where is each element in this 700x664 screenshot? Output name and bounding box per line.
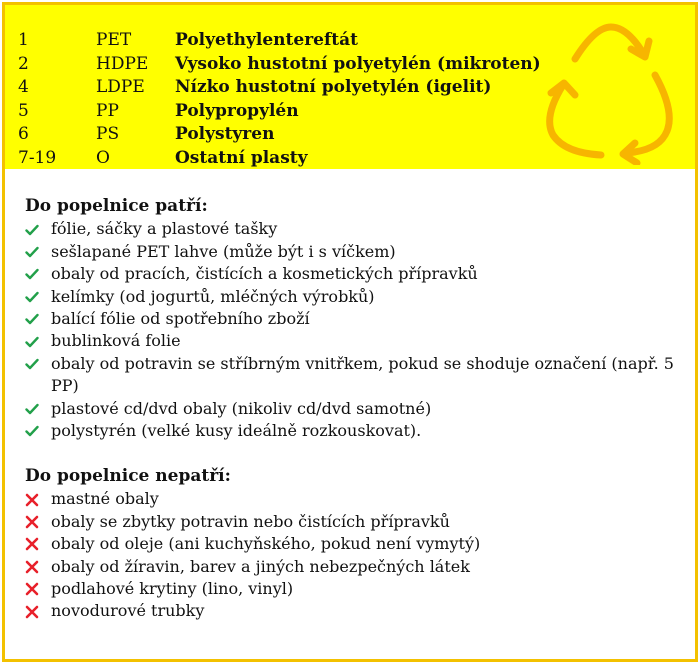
list-item-text: kelímky (od jogurtů, mléčných výrobků) [51, 286, 375, 306]
code-row [18, 100, 541, 124]
cross-icon [25, 578, 51, 600]
list-item [25, 556, 675, 578]
list-item-text: podlahové krytiny (lino, vinyl) [51, 579, 294, 599]
recycle-arrows-icon [535, 13, 687, 165]
plastic-codes-list [18, 29, 541, 170]
list-item [25, 263, 675, 285]
code-name: Polypropylén [175, 100, 299, 121]
list-item-text: balící fólie od spotřebního zboží [51, 309, 310, 329]
code-row [18, 76, 541, 100]
code-number: 1 [18, 30, 29, 50]
list-item [25, 330, 675, 352]
belongs-heading: Do popelnice patří: [25, 196, 208, 216]
list-item [25, 241, 675, 263]
code-abbr: PET [96, 30, 132, 50]
cross-icon [25, 511, 51, 533]
list-item [25, 600, 675, 622]
cross-icon [25, 488, 51, 510]
code-number: 6 [18, 124, 29, 144]
code-abbr: HDPE [96, 53, 149, 74]
list-item [25, 353, 675, 398]
cross-icon [25, 556, 51, 578]
list-item [25, 511, 675, 533]
list-item-text: polystyrén (velké kusy ideálně rozkouskovat). [51, 421, 422, 441]
list-item [25, 308, 675, 330]
cross-icon [25, 533, 51, 555]
list-item-text: obaly od oleje (ani kuchyňského, pokud není vymytý) [51, 534, 481, 554]
code-number: 7-19 [18, 147, 57, 168]
belongs-list [25, 218, 675, 442]
list-item-text: fólie, sáčky a plastové tašky [51, 219, 278, 239]
check-icon [25, 330, 51, 352]
check-icon [25, 308, 51, 330]
list-item [25, 286, 675, 308]
cross-icon [25, 600, 51, 622]
check-icon [25, 263, 51, 285]
code-name: Polyethylentereftát [175, 30, 359, 50]
not-belongs-section [25, 465, 675, 623]
list-item-text: obaly od potravin se stříbrným vnitřkem, pokud se shoduje označení (např. 5 PP) [51, 353, 674, 396]
code-number: 4 [18, 77, 29, 97]
list-item-text: plastové cd/dvd obaly (nikoliv cd/dvd samotné) [51, 398, 432, 418]
not-belongs-heading: Do popelnice nepatří: [25, 466, 231, 486]
check-icon [25, 398, 51, 420]
not-belongs-list [25, 488, 675, 622]
code-row [18, 147, 541, 171]
belongs-section [25, 195, 675, 442]
list-item-text: sešlapané PET lahve (může být i s víčkem) [51, 241, 396, 261]
code-row [18, 123, 541, 147]
list-item [25, 398, 675, 420]
code-name: Ostatní plasty [175, 147, 308, 168]
list-item-text: obaly od pracích, čistících a kosmetických přípravků [51, 264, 478, 284]
check-icon [25, 353, 51, 375]
check-icon [25, 218, 51, 240]
list-item [25, 578, 675, 600]
code-row [18, 29, 541, 53]
code-row [18, 53, 541, 77]
list-item-text: obaly od žíravin, barev a jiných nebezpečných látek [51, 556, 470, 576]
code-name: Polystyren [175, 124, 275, 144]
list-item-text: mastné obaly [51, 489, 159, 509]
check-icon [25, 286, 51, 308]
code-number: 5 [18, 100, 29, 121]
check-icon [25, 241, 51, 263]
list-item [25, 533, 675, 555]
list-item [25, 218, 675, 240]
list-item-text: obaly se zbytky potravin nebo čistících přípravků [51, 511, 450, 531]
code-number: 2 [18, 53, 29, 74]
list-item [25, 488, 675, 510]
list-item [25, 420, 675, 442]
code-abbr: PP [96, 100, 119, 121]
plastic-codes-header [5, 5, 695, 169]
code-abbr: LDPE [96, 77, 145, 97]
code-abbr: O [96, 147, 110, 168]
check-icon [25, 420, 51, 442]
list-item-text: bublinková folie [51, 331, 181, 351]
code-name: Nízko hustotní polyetylén (igelit) [175, 77, 492, 97]
code-abbr: PS [96, 124, 120, 144]
code-name: Vysoko hustotní polyetylén (mikroten) [175, 53, 541, 74]
list-item-text: novodurové trubky [51, 601, 205, 621]
